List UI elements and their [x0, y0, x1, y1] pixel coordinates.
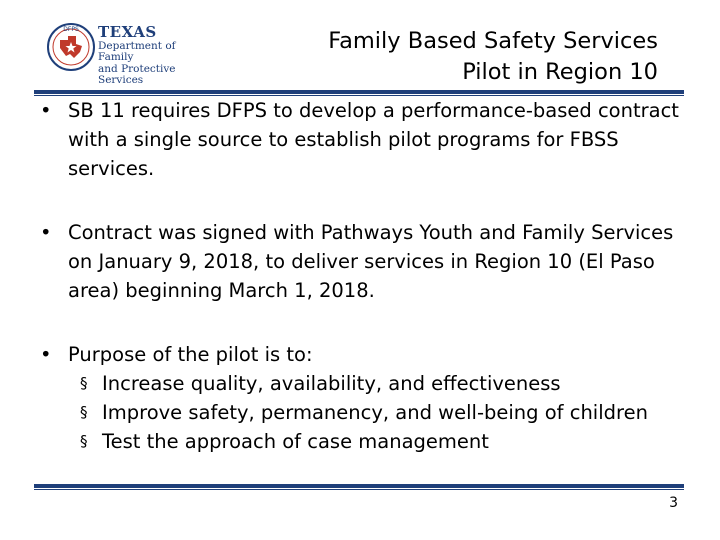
logo-line-texas: TEXAS [98, 23, 157, 41]
title-line-2: Pilot in Region 10 [462, 59, 658, 85]
logo-line-services: and Protective Services [98, 62, 176, 87]
sub-bullet-item [34, 369, 684, 398]
bullet-item [34, 96, 684, 183]
sub-bullet-item [34, 427, 684, 456]
bottom-divider-thin [34, 489, 684, 490]
texas-seal-icon [46, 22, 96, 72]
sub-bullet-square-icon: § [80, 374, 88, 392]
sub-bullet-square-icon: § [80, 403, 88, 421]
logo-line-department: Department of Family [98, 39, 176, 64]
sub-bullet-text: Increase quality, availability, and effectiveness [102, 372, 561, 395]
bullet-group [34, 340, 684, 456]
bullet-text: Contract was signed with Pathways Youth and Family Services on January 9, 2018, to deliver services in Region 10 (El Paso area) beginning March 1, 2018. [68, 221, 674, 302]
bullet-text: SB 11 requires DFPS to develop a performance-based contract with a single source to establish pilot programs for FBSS services. [68, 99, 679, 180]
bullet-text: Purpose of the pilot is to: [68, 343, 313, 366]
bullet-item [34, 218, 684, 305]
dfps-logo [46, 22, 196, 87]
bullet-item [34, 340, 684, 369]
title-line-1: Family Based Safety Services [328, 28, 658, 54]
sub-bullet-text: Improve safety, permanency, and well-being of children [102, 401, 648, 424]
slide-title [328, 26, 658, 88]
seal-label: DFPS [63, 26, 79, 33]
sub-bullet-item [34, 398, 684, 427]
page-number: 3 [669, 495, 678, 511]
bullet-dot-icon: • [40, 99, 52, 122]
sub-bullet-square-icon: § [80, 432, 88, 450]
sub-bullet-text: Test the approach of case management [102, 430, 489, 453]
bullet-dot-icon: • [40, 343, 52, 366]
bottom-divider [34, 484, 684, 488]
bullet-dot-icon: • [40, 221, 52, 244]
top-divider [34, 90, 684, 94]
